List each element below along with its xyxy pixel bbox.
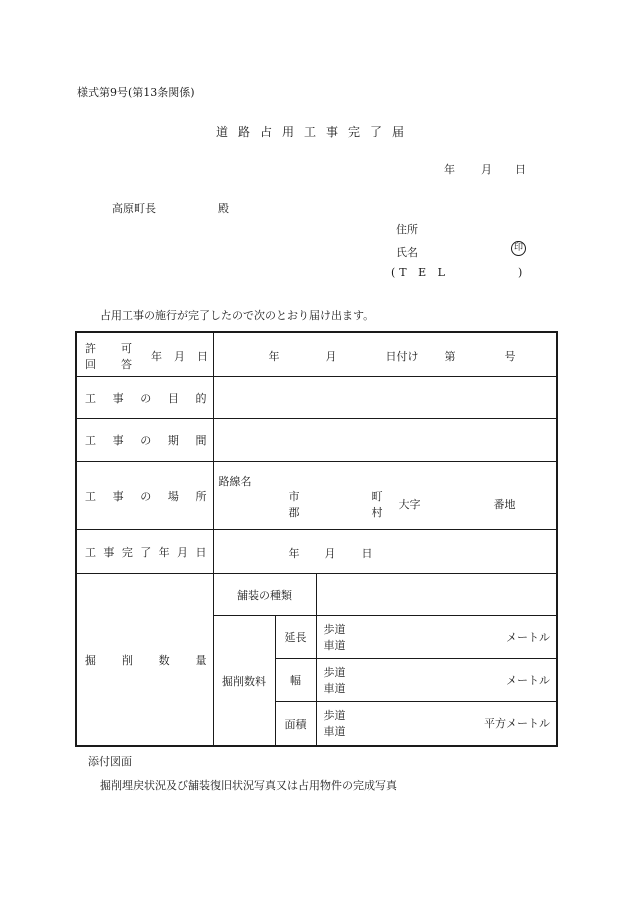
permit-value-month: 月 xyxy=(325,350,337,363)
place-value-cell[interactable] xyxy=(213,462,557,530)
completion-char: 工 xyxy=(85,545,96,559)
purpose-char: 工 xyxy=(85,391,96,405)
mura-label: 村 xyxy=(371,506,383,519)
period-char: 工 xyxy=(85,434,96,447)
length-value-cell[interactable] xyxy=(316,616,557,659)
completion-char: 了 xyxy=(140,545,152,559)
honorific: 殿 xyxy=(218,202,229,215)
length-label: 延長 xyxy=(275,616,316,659)
period-value-cell[interactable] xyxy=(213,419,557,462)
place-label-cell xyxy=(76,462,213,530)
purpose-row xyxy=(76,377,557,419)
place-char: 場 xyxy=(167,489,179,503)
pavement-type-value[interactable] xyxy=(316,574,557,616)
area-roadway: 車道 xyxy=(323,725,346,738)
permit-kai: 回 xyxy=(85,358,96,371)
width-sidewalk: 歩道 xyxy=(323,666,346,679)
excavation-char: 数 xyxy=(158,653,170,667)
date-day-label: 日 xyxy=(515,163,526,176)
intro-text: 占用工事の施行が完了したので次のとおり届け出ます。 xyxy=(100,309,375,322)
area-label: 面積 xyxy=(275,702,316,747)
completion-char: 月 xyxy=(177,545,189,559)
permit-value-year: 年 xyxy=(268,350,280,363)
completion-label-cell xyxy=(76,530,213,574)
pavement-type-label: 舗装の種類 xyxy=(213,574,316,616)
route-name-label: 路線名 xyxy=(218,475,252,488)
completion-char: 年 xyxy=(158,545,170,559)
machi-label: 町 xyxy=(371,490,383,503)
permit-to: 答 xyxy=(121,358,132,371)
attachments-label: 添付図面 xyxy=(88,755,132,768)
excavation-char: 削 xyxy=(121,653,133,667)
area-unit: 平方メートル xyxy=(484,717,550,730)
period-char: の xyxy=(140,434,152,447)
address-label: 住所 xyxy=(396,223,418,236)
excavation-quantity-label: 掘削数料 xyxy=(213,616,275,747)
length-roadway: 車道 xyxy=(323,639,346,652)
purpose-char: 事 xyxy=(112,391,124,405)
width-roadway: 車道 xyxy=(323,682,346,695)
purpose-char: 目 xyxy=(167,391,179,405)
period-char: 事 xyxy=(112,434,124,447)
addressee: 高原町長 xyxy=(112,202,156,215)
period-char: 間 xyxy=(195,434,207,447)
gun-label: 郡 xyxy=(288,506,300,519)
period-row xyxy=(76,419,557,462)
period-char: 期 xyxy=(167,434,179,447)
document-title: 道路占用工事完了届 xyxy=(215,125,414,139)
purpose-char: の xyxy=(140,391,152,405)
excavation-label-cell xyxy=(76,574,213,747)
completion-char: 日 xyxy=(195,545,207,559)
permit-kyo: 許 xyxy=(85,342,96,355)
shi-label: 市 xyxy=(288,490,300,503)
permit-value-go: 号 xyxy=(504,350,516,363)
width-value-cell[interactable] xyxy=(316,659,557,702)
oaza-label: 大字 xyxy=(398,498,421,511)
permit-label-cell xyxy=(76,332,213,377)
place-char: 工 xyxy=(85,489,96,503)
excavation-char: 量 xyxy=(195,653,207,667)
place-char: 事 xyxy=(112,489,124,503)
period-label-cell xyxy=(76,419,213,462)
permit-date-day: 日 xyxy=(197,350,208,363)
permit-date-month: 月 xyxy=(174,350,185,363)
tel-close: ) xyxy=(518,266,523,279)
place-char: 所 xyxy=(195,489,207,503)
tel-label: (T E L xyxy=(391,266,449,279)
width-label: 幅 xyxy=(275,659,316,702)
completion-row xyxy=(76,530,557,574)
form-number: 様式第9号(第13条関係) xyxy=(77,86,195,99)
completion-char: 完 xyxy=(121,545,133,559)
date-month-label: 月 xyxy=(481,163,492,176)
pavement-row xyxy=(76,574,557,616)
name-label: 氏名 xyxy=(396,246,418,259)
purpose-label-cell xyxy=(76,377,213,419)
length-sidewalk: 歩道 xyxy=(323,623,346,636)
area-value-cell[interactable] xyxy=(316,702,557,747)
place-row xyxy=(76,462,557,530)
permit-value-cell[interactable] xyxy=(213,332,557,377)
completion-month: 月 xyxy=(324,547,336,560)
banchi-label: 番地 xyxy=(493,498,516,511)
permit-ka: 可 xyxy=(121,342,132,355)
width-unit: メートル xyxy=(506,674,550,687)
length-unit: メートル xyxy=(506,631,550,644)
seal-icon: 印 xyxy=(511,241,526,256)
completion-year: 年 xyxy=(288,547,300,560)
completion-value-cell[interactable] xyxy=(213,530,557,574)
area-sidewalk: 歩道 xyxy=(323,709,346,722)
permit-value-dai: 第 xyxy=(444,350,456,363)
permit-value-dated: 日付け xyxy=(385,350,419,363)
excavation-char: 掘 xyxy=(85,653,96,667)
purpose-value-cell[interactable] xyxy=(213,377,557,419)
purpose-char: 的 xyxy=(195,391,207,405)
permit-row xyxy=(76,332,557,377)
attachments-photos: 掘削埋戻状況及び舗装復旧状況写真又は占用物件の完成写真 xyxy=(100,779,397,792)
completion-char: 事 xyxy=(103,545,115,559)
place-char: の xyxy=(140,489,152,503)
permit-date-year: 年 xyxy=(151,350,162,363)
date-year-label: 年 xyxy=(444,163,455,176)
completion-form-table xyxy=(75,331,558,747)
completion-day: 日 xyxy=(361,547,373,560)
